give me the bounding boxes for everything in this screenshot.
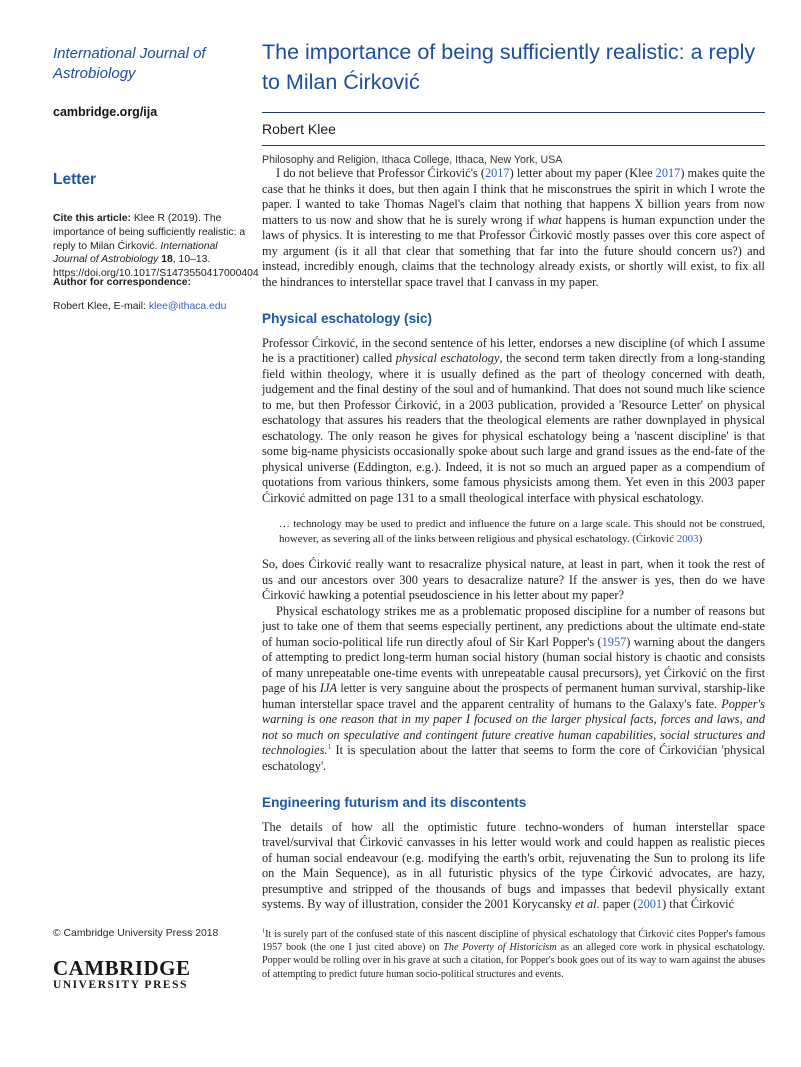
citation-info	[53, 212, 259, 280]
text-run: , 10–13. https://doi.org/10.1017/S1473550417000404	[53, 254, 259, 279]
emphasis-text: The Poverty of Historicism	[443, 941, 557, 953]
sidebar	[53, 0, 259, 1067]
text-run: as an alleged core work in physical eschatology. Popper would be rolling over in his grave at such a citation, for Popper's book goes out of its way to warn against the abuses of attempting to predict future human socio-political structures and events.	[262, 941, 765, 980]
emphasis-text: International Journal of Astrobiology	[53, 240, 218, 266]
section-heading-engineering-futurism: Engineering futurism and its discontents	[262, 795, 527, 811]
publisher-logo-line1: CAMBRIDGE	[53, 956, 191, 980]
text-run: ) warning about the dangers of attempting to predict long-term human social history (human social history is chaotic and consists of many unrepeatable one-time events with unrepeatable causal precursors), yet Ćirković on the first page of his	[262, 634, 765, 696]
publisher-logo-line2: UNIVERSITY PRESS	[53, 979, 189, 991]
text-run: letter is very sanguine about the prospects of permanent human survival, starship-like human interstellar space travel and the apparent centrality of humans to the Galaxy's fate.	[262, 681, 765, 711]
paragraph: So, does Ćirković really want to resacralize physical nature, at least in part, when it took the rest of us and our ancestors over 300 years to desacralize nature? If the answer is yes, then do we have Ćirković hawking a potential pseudoscience in his letter about my paper?	[262, 557, 765, 603]
text-run: happens is human expunction under the laws of physics. It is interesting to me that Professor Ćirković mostly passes over this core aspect of my argument (is it all that clear that something that far into the future should concern us?) and instead, incredibly enough, claims that the technology already exists, or shortly will exist, to fix all the hindrances to interstellar space travel that I canvass in my paper.	[262, 212, 765, 289]
text-run: , the second term taken directly from a long-standing field within theology, where it is usually defined as the part of theology concerned with death, judgement and the final destiny of the soul and of humankind. That does not sound much like science to me, but then Professor Ćirković, in a 2003 publication, provided a 'Resource Letter' on physical eschatology that assures his readers that the theological elements are rather downplayed in physical eschatology. The only reason he gives for physical eschatology being a 'nascent discipline' is that some big-name physicists occasionally spoke about such large and grand issues as the end-fate of the physical universe (Eddington, e.g.). Indeed, it is not so much an argued paper as a compendium of quotations from various thinkers, some famous physicists among them. Yet even in this 2003 paper Ćirković admitted on page 131 to a small theological interface with physical eschatology.	[262, 351, 765, 505]
text-run: Klee R (2019). The importance of being sufficiently realistic: a reply to Milan Ćirković.	[53, 213, 246, 252]
article-main-column	[262, 0, 765, 981]
author-name: Robert Klee	[262, 121, 336, 137]
citation-link[interactable]: 2003	[676, 532, 699, 545]
footnote	[262, 928, 765, 981]
text-run: paper (	[599, 897, 638, 912]
author-affiliation: Philosophy and Religion, Ithaca College, Ithaca, New York, USA	[262, 154, 563, 166]
article-type-label: Letter	[53, 171, 97, 188]
citation-link[interactable]: 2017	[655, 166, 681, 180]
text-run: I do not believe that Professor Ćirković's (	[276, 166, 485, 180]
text-run: It is speculation about the latter that seems to form the core of Ćirkovićian 'physical eschatology'.	[262, 743, 765, 773]
text-run: Physical eschatology strikes me as a problematic proposed discipline for a number of reasons but just to take one of them that seems especially pertinent, any predictions about the ultimate end-state of human socio-political life run directly afoul of Sir Karl Popper's (	[262, 603, 765, 649]
blockquote	[279, 517, 765, 546]
citation-link[interactable]: klee@ithaca.edu	[148, 301, 227, 313]
citation-link[interactable]: 2017	[484, 166, 510, 180]
emphasis-text: physical eschatology	[395, 351, 500, 365]
paragraph	[262, 820, 765, 913]
emphasis-text: what	[537, 212, 562, 227]
copyright-notice: © Cambridge University Press 2018	[53, 928, 219, 939]
correspondence-info	[53, 300, 249, 314]
article-title: The importance of being sufficiently realistic: a reply to Milan Ćirković	[262, 40, 756, 94]
footnote-ref-link[interactable]: 1	[327, 742, 332, 752]
paragraph	[262, 604, 765, 775]
text-run: ) that Ćirković	[662, 897, 735, 912]
bold-text: 18	[161, 254, 173, 266]
footnote-marker: 1	[262, 927, 266, 935]
citation-link[interactable]: 2001	[637, 897, 663, 912]
emphasis-text: et al.	[575, 897, 600, 912]
section-heading-physical-eschatology: Physical eschatology (sic)	[262, 311, 432, 326]
divider-rule-bottom	[262, 145, 765, 146]
intro-paragraph	[262, 166, 765, 290]
citation-link[interactable]: 1957	[601, 634, 627, 649]
text-run: )	[698, 532, 703, 545]
journal-url: cambridge.org/ija	[53, 105, 158, 119]
emphasis-text: IJA	[319, 681, 338, 696]
correspondence-label: Author for correspondence:	[53, 277, 191, 288]
text-run: Robert Klee, E-mail:	[53, 301, 149, 313]
article-body	[262, 166, 765, 981]
journal-name: International Journal of Astrobiology	[53, 45, 206, 82]
emphasis-text: Popper's warning is one reason that in my paper I focused on the larger physical facts, forces and laws, and not so much on speculative and contingent future creative human capabilities, social structures and technologies.	[262, 696, 765, 758]
text-run: ) makes quite the case that he thinks it does, but then again I think that he misconstrues the spirit in which I wrote the paper. I wanted to take Thomas Nagel's claim that nothing that happens X billion years from now matters to us now and show that he is surely wrong if	[262, 166, 766, 227]
publisher-logo	[53, 957, 191, 992]
paragraph	[262, 336, 765, 507]
text-run: Professor Ćirković, in the second sentence of his letter, endorses a new discipline (of which I assume he is a practitioner) called	[262, 335, 765, 365]
text-run: ) letter about my paper (Klee	[509, 166, 656, 180]
text-run: … technology may be used to predict and influence the future on a large scale. This should not be construed, however, as severing all of the links between religious and physical eschatology. (Ćirković	[279, 518, 765, 545]
text-run: It is surely part of the confused state of this nascent discipline of physical eschatology that Ćirković cites Popper's famous 1957 book (the one I just cited above) on	[262, 928, 765, 953]
bold-text: Cite this article:	[53, 213, 134, 225]
text-run: The details of how all the optimistic future techno-wonders of human interstellar space travel/survival that Ćirković canvasses in his letter would work and could happen as realistic pieces of human social endeavour (e.g. modifying the earth's orbit, rejuvenating the Sun to prolong its life on the Main Sequence), as in all futuristic physics of the type Ćirković advocates, are hazy, presumptive and stripped of the thousands of bugs and impasses that bedevil physically extant systems. By way of illustration, consider the 2001 Korycansky	[262, 819, 765, 912]
